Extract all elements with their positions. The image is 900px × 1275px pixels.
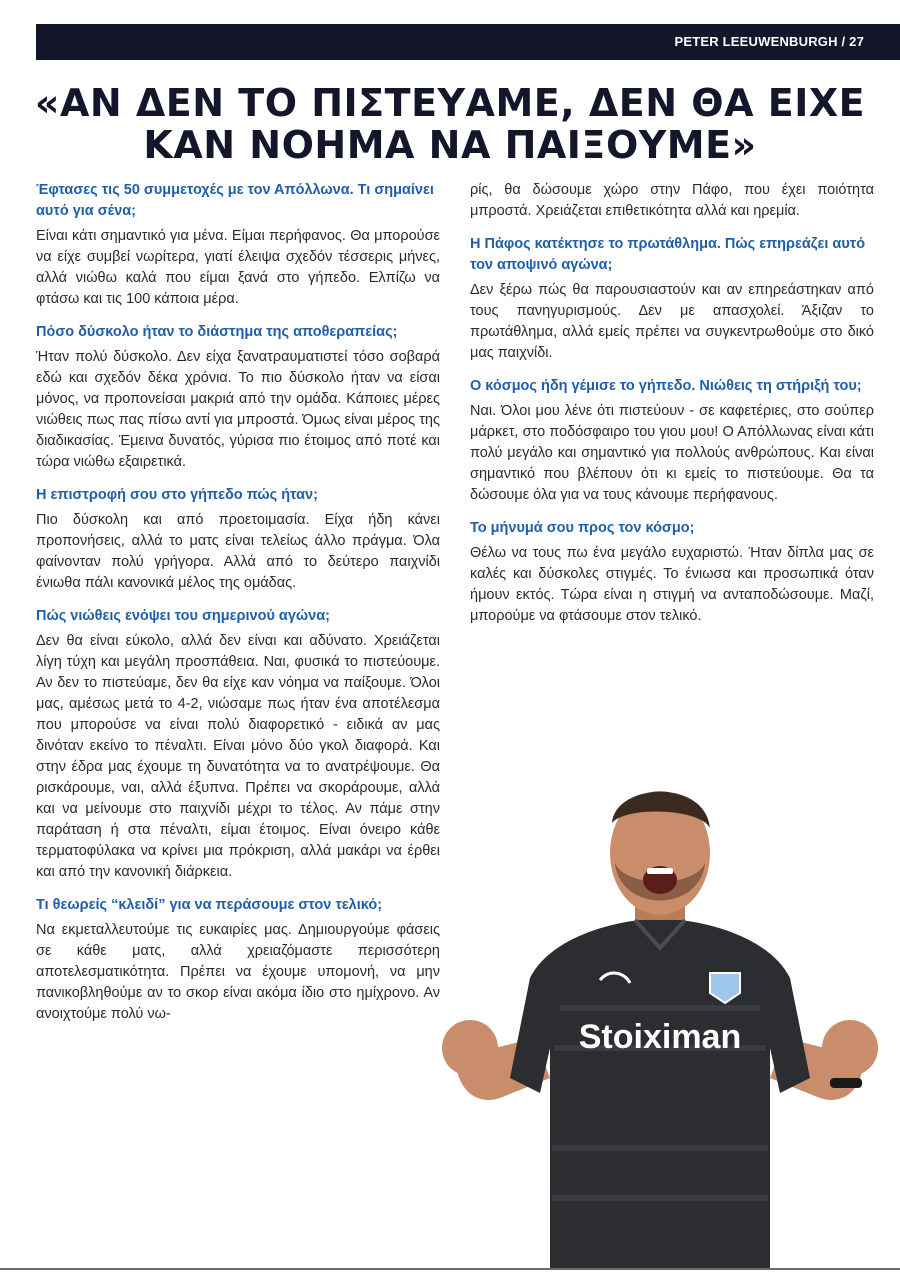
article-headline <box>30 82 870 166</box>
shirt <box>510 920 810 1268</box>
teeth <box>647 868 673 874</box>
running-header: PETER LEEUWENBURGH / 27 <box>674 34 864 49</box>
answer-continued: ρίς, θα δώσουμε χώρο στην Πάφο, που έχει ποιότητα μπροστά. Χρειάζεται επιθετικότητα αλλά και ηρεμία. <box>470 182 874 219</box>
answer: Να εκμεταλλευτούμε τις ευκαιρίες μας. Δημιουργούμε φάσεις σε κάθε ματς, αλλά χρειαζόμαστε περισσότερη αποτελεσματικότητα. Πρέπει να έχουμε υπομονή, να μην πανικοβληθούμε αν το σκορ είναι ακόμα ίδιο στο ημίχρονο. Αν ανοιχτούμε πολύ νω- <box>36 922 440 1022</box>
right-fist <box>822 1020 878 1076</box>
question: Πόσο δύσκολο ήταν το διάστημα της αποθεραπείας; <box>36 324 398 340</box>
question: Έφτασες τις 50 συμμετοχές με τον Απόλλωνα. Τι σημαίνει αυτό για σένα; <box>36 182 434 219</box>
question: Το μήνυμά σου προς τον κόσμο; <box>470 520 695 536</box>
shirt-sponsor: Stoiximan <box>578 1018 742 1056</box>
left-fist <box>442 1020 498 1076</box>
question: Ο κόσμος ήδη γέμισε το γήπεδο. Νιώθεις τη στήριξή του; <box>470 378 862 394</box>
question: Τι θεωρείς “κλειδί” για να περάσουμε στον τελικό; <box>36 897 383 913</box>
right-column <box>470 180 874 639</box>
player-photo <box>440 748 880 1268</box>
headline-line-1: «ΑΝ ΔΕΝ ΤΟ ΠΙΣΤΕΥΑΜΕ, ΔΕΝ ΘΑ ΕΙΧΕ <box>34 81 866 125</box>
question: Πώς νιώθεις ενόψει του σημερινού αγώνα; <box>36 608 330 624</box>
answer: Ήταν πολύ δύσκολο. Δεν είχα ξανατραυματιστεί τόσο σοβαρά εδώ και σχεδόν δέκα χρόνια. Το πιο δύσκολο ήταν να είσαι μόνος, να προπονείσαι μακριά από την ομάδα. Κάποιες μέρες νιώθεις πως πας πίσω αντί για μπροστά. Όμως είναι μέρος της διαδικασίας. Έμεινα δυνατός, γύρισα πιο έτοιμος από ποτέ και τώρα νιώθω εξαιρετικά. <box>36 349 440 470</box>
answer: Θέλω να τους πω ένα μεγάλο ευχαριστώ. Ήταν δίπλα μας σε καλές και δύσκολες στιγμές. Το ένιωσα και προσωπικά όταν ήμουν εκτός. Τώρα είναι η στιγμή να ανταποδώσουμε. Μαζί, μπορούμε να φτάσουμε στον τελικό. <box>470 545 874 624</box>
answer: Δεν θα είναι εύκολο, αλλά δεν είναι και αδύνατο. Χρειάζεται λίγη τύχη και μεγάλη προσπάθεια. Ναι, φυσικά το πιστεύουμε. Αν δεν το πιστεύαμε, δεν θα είχε καν νόημα να παίξουμε. Όλοι μας, αμέσως μετά το 4-2, νιώσαμε πως ήταν ένα αποτέλεσμα που μπορούσε να είναι πολύ διαφορετικό - ειδικά αν μας δινόταν εκείνο το πέναλτι. Είναι μόνο δύο γκολ διαφορά. Και στην έδρα μας έχουμε τη δυνατότητα να το ανατρέψουμε. Θα ρισκάρουμε, ναι, αλλά έξυπνα. Πρέπει να σκοράρουμε, αλλά και να μείνουμε στο παιχνίδι μέχρι το τέλος. Αν πάμε στην παράταση ή στα πέναλτι, είμαι έτοιμος. Είναι όνειρο κάθε τερματοφύλακα να κρίνει μια πρόκριση, αλλά μακάρι να έρθει και από την κανονική διάρκεια. <box>36 633 440 880</box>
page-bottom-rule <box>0 1268 900 1270</box>
headline-line-2: ΚΑΝ ΝΟΗΜΑ ΝΑ ΠΑΙΞΟΥΜΕ» <box>143 123 757 167</box>
question: Η Πάφος κατέκτησε το πρωτάθλημα. Πώς επηρεάζει αυτό τον αποψινό αγώνα; <box>470 236 866 273</box>
wristband <box>830 1078 862 1088</box>
answer: Ναι. Όλοι μου λένε ότι πιστεύουν - σε καφετέριες, στο σούπερ μάρκετ, στο ποδόσφαιρο του γιου μου! Ο Απόλλωνας είναι κάτι πολύ μεγάλο και σημαντικό για πολλούς ανθρώπους. Και είναι σημαντικό που βλέπουν ότι κι εμείς το πιστεύουμε. Θα τα δώσουμε όλα για να τους κάνουμε περήφανους. <box>470 403 874 503</box>
answer: Δεν ξέρω πώς θα παρουσιαστούν και αν επηρεάστηκαν από τους πανηγυρισμούς. Δεν με απασχολεί. Άξιζαν το πρωτάθλημα, αλλά εμείς πρέπει να συγκεντρωθούμε στο δικό μας παιχνίδι. <box>470 282 874 361</box>
left-column <box>36 180 440 1037</box>
answer: Πιο δύσκολη και από προετοιμασία. Είχα ήδη κάνει προπονήσεις, αλλά το ματς είναι τελείως άλλο πράγμα. Όλα φαίνονταν πολύ γρήγορα. Αλλά από το δεύτερο παιχνίδι ένιωθα πάλι κανονικά μέλος της ομάδας. <box>36 512 440 591</box>
header-bar <box>36 24 900 60</box>
answer: Είναι κάτι σημαντικό για μένα. Είμαι περήφανος. Θα μπορούσε να είχε συμβεί νωρίτερα, γιατί έλειψα σχεδόν τέσσερις μήνες, αλλά νιώθω καλά που είμαι ξανά στο γήπεδο. Ελπίζω να φτάσω και τις 100 κάποια μέρα. <box>36 228 440 307</box>
question: Η επιστροφή σου στο γήπεδο πώς ήταν; <box>36 487 318 503</box>
